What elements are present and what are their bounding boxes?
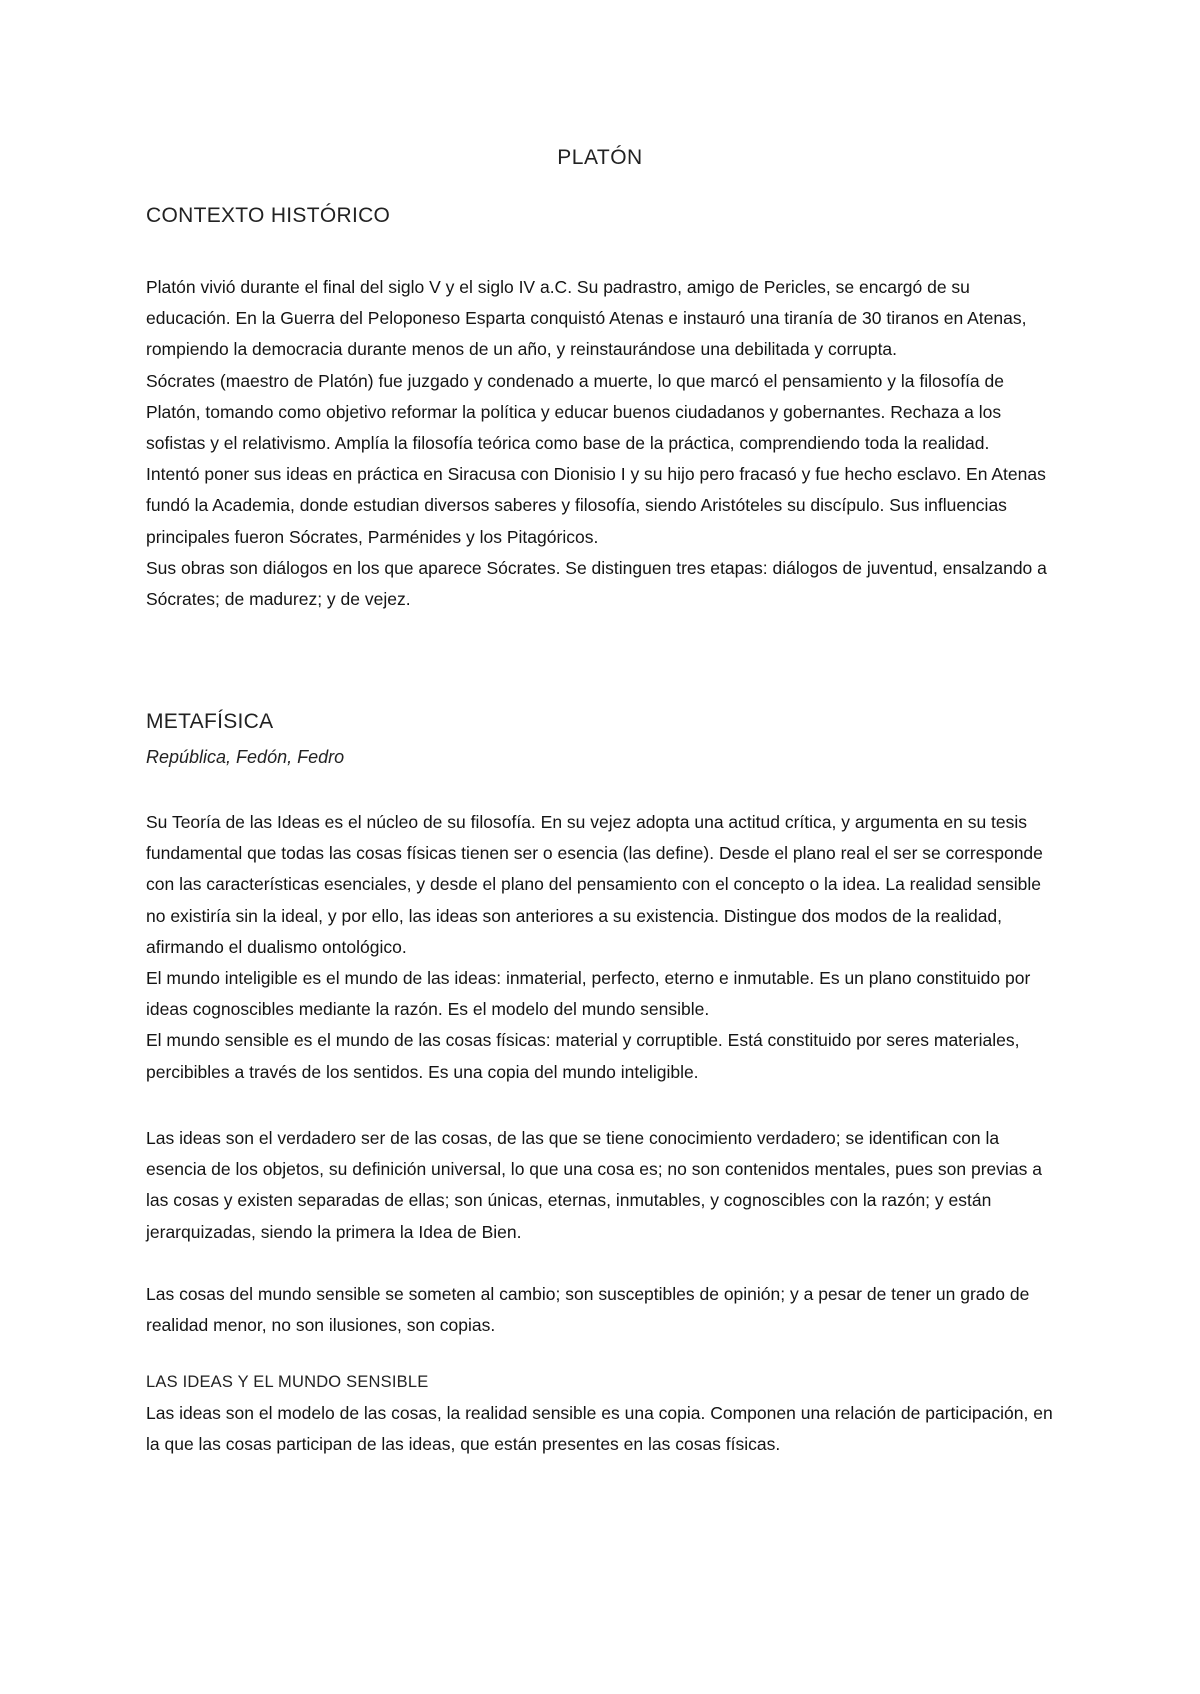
- metafisica-works-subtitle: República, Fedón, Fedro: [146, 747, 345, 767]
- paragraph: Las ideas son el verdadero ser de las cosas, de las que se tiene conocimiento verdadero; se identifican con la esencia de los objetos, su definición universal, lo que una cosa es; no son contenidos mentales, pues son previas a las cosas y existen separadas de ellas; son únicas, eternas, inmutables, y cognoscibles con la razón; y están jerarquizadas, siendo la primera la Idea de Bien.: [146, 1128, 1042, 1242]
- paragraph: Las ideas son el modelo de las cosas, la realidad sensible es una copia. Componen una relación de participación, en la que las cosas participan de las ideas, que están presentes en las cosas físicas.: [146, 1403, 1053, 1455]
- paragraph: Sus obras son diálogos en los que aparece Sócrates. Se distinguen tres etapas: diálogos de juventud, ensalzando a Sócrates; de madurez; y de vejez.: [146, 557, 1047, 610]
- metafisica-block-1: [146, 807, 1056, 1088]
- heading-contexto-historico: CONTEXTO HISTÓRICO: [146, 204, 391, 227]
- paragraph: Sócrates (maestro de Platón) fue juzgado y condenado a muerte, lo que marcó el pensamiento y la filosofía de Platón, tomando como objetivo reformar la política y educar buenos ciudadanos y gobernantes. Rechaza a los sofistas y el relativismo. Amplía la filosofía teórica como base de la práctica, comprendiendo toda la realidad.: [146, 370, 1004, 454]
- paragraph: Intentó poner sus ideas en práctica en Siracusa con Dionisio I y su hijo pero fracasó y fue hecho esclavo. En Atenas fundó la Academia, donde estudian diversos saberes y filosofía, siendo Aristóteles su discípulo. Sus influencias principales fueron Sócrates, Parménides y los Pitagóricos.: [146, 464, 1046, 547]
- paragraph: Las cosas del mundo sensible se someten al cambio; son susceptibles de opinión; y a pesar de tener un grado de realidad menor, no son ilusiones, son copias.: [146, 1284, 1030, 1336]
- paragraph: Su Teoría de las Ideas es el núcleo de su filosofía. En su vejez adopta una actitud crítica, y argumenta en su tesis fundamental que todas las cosas físicas tienen ser o esencia (las define). Desde el plano real el ser se corresponde con las características esenciales, y desde el plano del pensamiento con el concepto o la idea. La realidad sensible no existiría sin la ideal, y por ello, las ideas son anteriores a su existencia. Distingue dos modos de la realidad, afirmando el dualismo ontológico.: [146, 812, 1043, 957]
- heading-metafisica: METAFÍSICA: [146, 710, 274, 733]
- ideas-mundo-sensible-paragraphs: [146, 1398, 1056, 1460]
- metafisica-block-2: [146, 1123, 1056, 1248]
- paragraph: El mundo inteligible es el mundo de las ideas: inmaterial, perfecto, eterno e inmutable. Es un plano constituido por ideas cognoscibles mediante la razón. Es el modelo del mundo sensible.: [146, 968, 1031, 1020]
- metafisica-block-3: [146, 1279, 1056, 1341]
- contexto-paragraphs: [146, 272, 1056, 615]
- document-title: PLATÓN: [557, 146, 643, 169]
- paragraph: El mundo sensible es el mundo de las cosas físicas: material y corruptible. Está constituido por seres materiales, percibibles a través de los sentidos. Es una copia del mundo inteligible.: [146, 1030, 1020, 1082]
- paragraph: Platón vivió durante el final del siglo V y el siglo IV a.C. Su padrastro, amigo de Pericles, se encargó de su educación. En la Guerra del Peloponeso Esparta conquistó Atenas e instauró una tiranía de 30 tiranos en Atenas, rompiendo la democracia durante menos de un año, y reinstaurándose una debilitada y corrupta.: [146, 277, 1027, 360]
- heading-ideas-mundo-sensible: LAS IDEAS Y EL MUNDO SENSIBLE: [146, 1373, 429, 1391]
